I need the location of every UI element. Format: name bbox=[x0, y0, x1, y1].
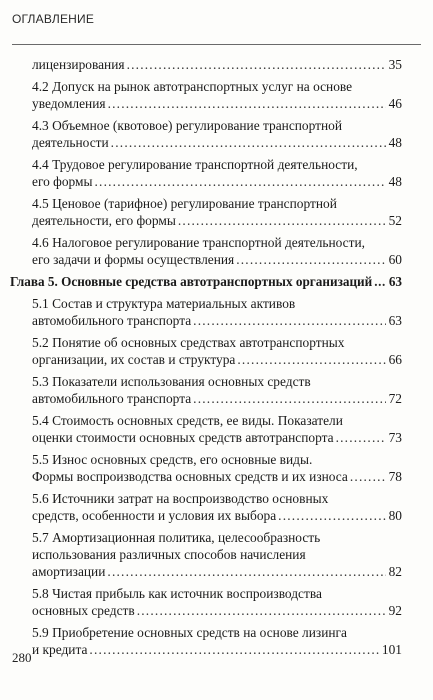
toc-page-number: 46 bbox=[388, 96, 402, 111]
toc-entry-line: 5.1 Состав и структура материальных активов bbox=[32, 296, 296, 311]
toc-entry-final-line bbox=[32, 390, 402, 407]
dot-leader bbox=[107, 563, 385, 580]
toc-entry-title-end: оценки стоимости основных средств автотранспорта bbox=[32, 430, 334, 445]
toc-entry-title-end: его задачи и формы осуществления bbox=[32, 252, 235, 267]
toc-entry-line: использования различных способов начисления bbox=[32, 547, 306, 562]
toc-page-number: 48 bbox=[388, 135, 402, 150]
toc-entry-title-end: уведомления bbox=[32, 96, 106, 111]
toc-entry bbox=[32, 412, 402, 446]
toc-entry bbox=[32, 195, 402, 229]
toc-entry-final-line bbox=[32, 602, 402, 619]
toc-entry-line: 5.8 Чистая прибыль как источник воспроизводства bbox=[32, 586, 322, 601]
toc-page-number: 78 bbox=[388, 469, 402, 484]
toc-entry-title-end: Формы воспроизводства основных средств и их износа bbox=[32, 469, 348, 484]
toc-entry bbox=[32, 234, 402, 268]
toc-entry-title-end: амортизации bbox=[32, 564, 106, 579]
toc-entry-line: 4.2 Допуск на рынок автотранспортных услуг на основе bbox=[32, 79, 353, 94]
dot-leader bbox=[193, 312, 385, 329]
toc-entry-final-line bbox=[32, 351, 402, 368]
toc-entry-line: 5.5 Износ основных средств, его основные виды. bbox=[32, 452, 313, 467]
toc-entry-final-line bbox=[32, 251, 402, 268]
toc-entry bbox=[32, 624, 402, 658]
toc-entry-line: 4.5 Ценовое (тарифное) регулирование транспортной bbox=[32, 196, 337, 211]
toc-page-number: 92 bbox=[388, 603, 402, 618]
dot-leader bbox=[127, 56, 386, 73]
dot-leader bbox=[237, 351, 385, 368]
dot-leader bbox=[137, 602, 386, 619]
toc-page-number: 80 bbox=[388, 508, 402, 523]
toc-page-number: 63 bbox=[388, 313, 402, 328]
toc-page-number: 73 bbox=[388, 430, 402, 445]
toc-entry-title-end: деятельности bbox=[32, 135, 109, 150]
toc-page-number: 66 bbox=[388, 352, 402, 367]
dot-leader bbox=[111, 134, 386, 151]
dot-leader bbox=[374, 273, 386, 290]
toc-entry-title-end: автомобильного транспорта bbox=[32, 313, 192, 328]
toc-entry bbox=[32, 451, 402, 485]
dot-leader bbox=[278, 507, 385, 524]
dot-leader bbox=[236, 251, 385, 268]
toc-page-number: 35 bbox=[388, 57, 402, 72]
toc-entry bbox=[32, 156, 402, 190]
toc-entry bbox=[32, 295, 402, 329]
dot-leader bbox=[89, 641, 378, 658]
toc-entry-title-end: автомобильного транспорта bbox=[32, 391, 192, 406]
toc-entry-final-line bbox=[32, 429, 402, 446]
toc-entry bbox=[32, 78, 402, 112]
toc-entry bbox=[32, 334, 402, 368]
toc-entry-title-end: Глава 5. Основные средства автотранспортных организаций bbox=[10, 274, 373, 289]
toc-entry-title-end: основных средств bbox=[32, 603, 135, 618]
dot-leader bbox=[350, 468, 386, 485]
toc-entry-final-line bbox=[32, 95, 402, 112]
toc-entry bbox=[32, 490, 402, 524]
dot-leader bbox=[108, 95, 386, 112]
toc-page-number: 48 bbox=[388, 174, 402, 189]
toc-entry-line: 5.9 Приобретение основных средств на основе лизинга bbox=[32, 625, 347, 640]
toc-entry-final-line bbox=[32, 468, 402, 485]
header-rule bbox=[12, 44, 421, 45]
toc-entry-final-line bbox=[32, 173, 402, 190]
toc-entry bbox=[32, 56, 402, 73]
toc-entry-line: 5.3 Показатели использования основных средств bbox=[32, 374, 311, 389]
toc-entry-final-line bbox=[32, 56, 402, 73]
running-header: ОГЛАВЛЕНИЕ bbox=[12, 12, 95, 26]
toc-entry-final-line bbox=[32, 563, 402, 580]
dot-leader bbox=[94, 173, 385, 190]
toc-entry-line: 4.3 Объемное (квотовое) регулирование транспортной bbox=[32, 118, 343, 133]
toc-entry-line: 5.6 Источники затрат на воспроизводство основных bbox=[32, 491, 329, 506]
toc-entry-line: 4.6 Налоговое регулирование транспортной деятельности, bbox=[32, 235, 365, 250]
toc-page-number: 52 bbox=[388, 213, 402, 228]
toc-page-number: 63 bbox=[388, 274, 402, 289]
toc-entry-line: 5.7 Амортизационная политика, целесообразность bbox=[32, 530, 321, 545]
toc-entry bbox=[32, 529, 402, 580]
toc-entry-title-end: организации, их состав и структура bbox=[32, 352, 236, 367]
dot-leader bbox=[178, 212, 386, 229]
toc-entry-title-end: деятельности, его формы bbox=[32, 213, 176, 228]
dot-leader bbox=[193, 390, 385, 407]
toc-entry bbox=[32, 117, 402, 151]
page-number: 280 bbox=[12, 650, 32, 665]
toc-entry-title-end: средств, особенности и условия их выбора bbox=[32, 508, 277, 523]
toc-entry-line: 4.4 Трудовое регулирование транспортной деятельности, bbox=[32, 157, 358, 172]
toc-entry-line: 5.4 Стоимость основных средств, ее виды. Показатели bbox=[32, 413, 343, 428]
toc-chapter-entry bbox=[10, 273, 402, 290]
toc-page-number: 60 bbox=[388, 252, 402, 267]
toc-entry bbox=[32, 373, 402, 407]
toc-entry-final-line bbox=[32, 134, 402, 151]
toc-entry-final-line bbox=[32, 641, 402, 658]
toc-page-number: 101 bbox=[381, 642, 402, 657]
toc-entry-final-line bbox=[32, 312, 402, 329]
toc-entry-title-end: и кредита bbox=[32, 642, 88, 657]
toc-entry-final-line bbox=[32, 212, 402, 229]
toc-entry-line: 5.2 Понятие об основных средствах автотранспортных bbox=[32, 335, 345, 350]
toc-entry-title-end: лицензирования bbox=[32, 57, 125, 72]
toc-page-number: 72 bbox=[388, 391, 402, 406]
toc-entry bbox=[32, 585, 402, 619]
toc-page-number: 82 bbox=[388, 564, 402, 579]
toc-entry-title-end: его формы bbox=[32, 174, 93, 189]
toc-entry-final-line bbox=[32, 507, 402, 524]
dot-leader bbox=[336, 429, 386, 446]
toc-entry-final-line bbox=[10, 273, 402, 290]
